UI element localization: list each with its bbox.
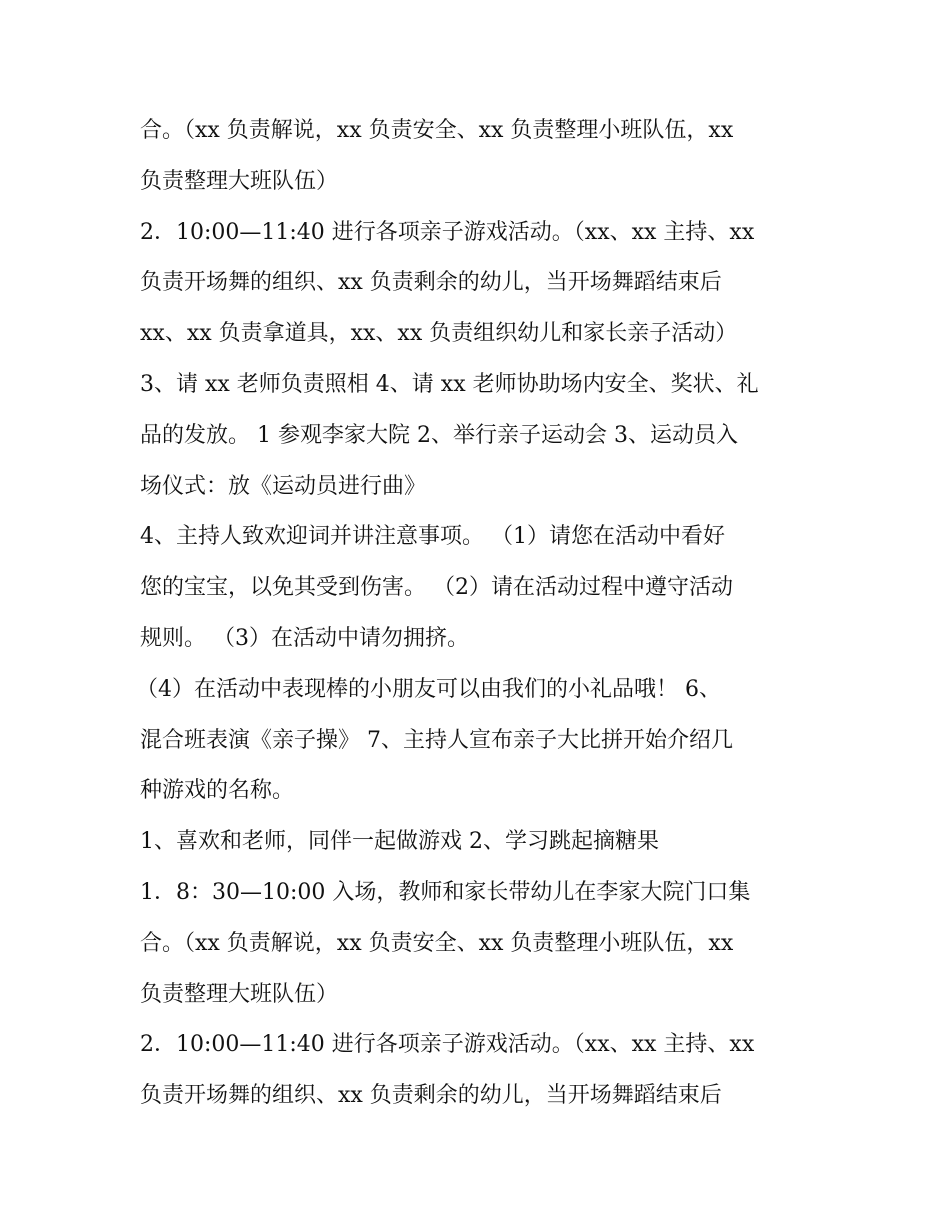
text-line-2: 负责整理大班队伍）	[140, 168, 339, 194]
text-line-9: 4、主持人致欢迎词并讲注意事项。 （1）请您在活动中看好	[140, 524, 725, 550]
text-line-6: 3、请 xx 老师负责照相 4、请 xx 老师协助场内安全、奖状、礼	[140, 371, 759, 397]
text-line-11: 规则。 （3）在活动中请勿拥挤。	[140, 625, 469, 651]
text-line-10: 您的宝宝，以免其受到伤害。 （2）请在活动过程中遵守活动	[140, 575, 733, 601]
text-line-1: 合。（xx 负责解说，xx 负责安全、xx 负责整理小班队伍，xx	[140, 118, 734, 143]
text-line-13: 混合班表演《亲子操》 7、主持人宣布亲子大比拼开始介绍几	[140, 727, 733, 753]
text-line-3: 2．10:00—11:40 进行各项亲子游戏活动。（xx、xx 主持、xx	[140, 219, 755, 245]
text-line-16: 1．8：30—10:00 入场，教师和家长带幼儿在李家大院门口集	[140, 879, 751, 905]
text-line-19: 2．10:00—11:40 进行各项亲子游戏活动。（xx、xx 主持、xx	[140, 1032, 755, 1058]
text-line-4: 负责开场舞的组织、xx 负责剩余的幼儿，当开场舞蹈结束后	[140, 270, 722, 296]
text-line-15: 1、喜欢和老师，同伴一起做游戏 2、学习跳起摘糖果	[140, 829, 659, 855]
text-line-12: （4）在活动中表现棒的小朋友可以由我们的小礼品哦！ 6、	[136, 676, 721, 702]
document-body	[136, 106, 820, 1122]
text-line-17: 合。（xx 负责解说，xx 负责安全、xx 负责整理小班队伍，xx	[140, 930, 734, 956]
text-line-20: 负责开场舞的组织、xx 负责剩余的幼儿，当开场舞蹈结束后	[140, 1083, 722, 1109]
text-line-8: 场仪式：放《运动员进行曲》	[140, 473, 427, 499]
text-line-7: 品的发放。 1 参观李家大院 2、举行亲子运动会 3、运动员入	[140, 422, 738, 448]
text-line-14: 种游戏的名称。	[140, 778, 295, 804]
text-line-18: 负责整理大班队伍）	[140, 981, 339, 1007]
text-line-5: xx、xx 负责拿道具，xx、xx 负责组织幼儿和家长亲子活动）	[140, 321, 738, 347]
